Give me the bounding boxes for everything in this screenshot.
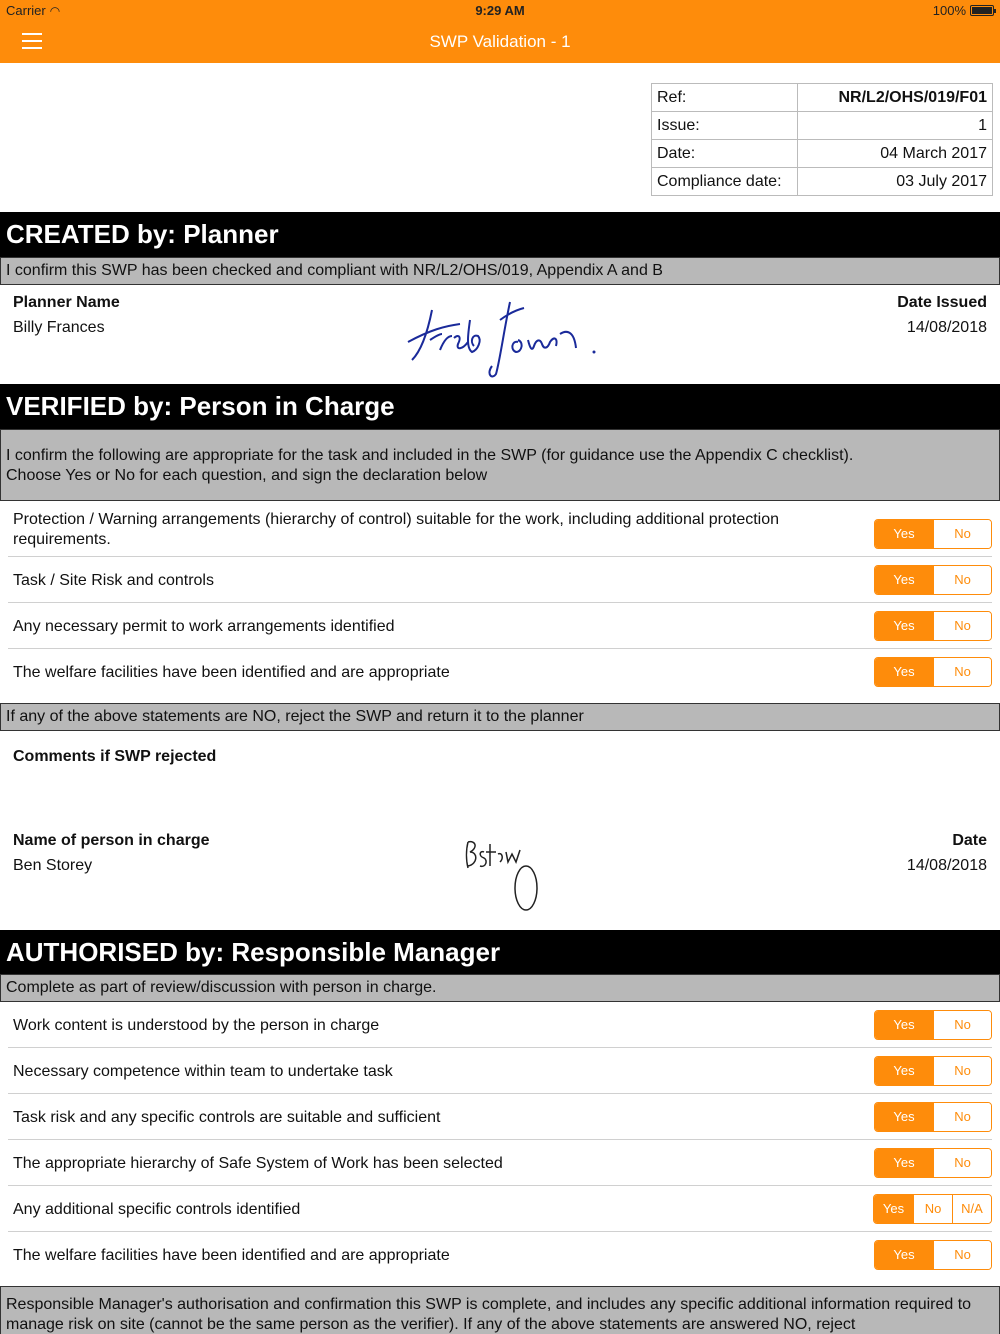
ref-value: NR/L2/OHS/019/F01 — [798, 84, 993, 112]
no-option[interactable]: No — [933, 658, 991, 686]
yes-option[interactable]: Yes — [875, 1011, 933, 1039]
ref-row — [652, 84, 993, 112]
status-bar — [0, 0, 1000, 22]
no-option[interactable]: No — [933, 566, 991, 594]
question-text: Necessary competence within team to undertake task — [13, 1063, 393, 1080]
yes-no-toggle[interactable] — [874, 1056, 992, 1086]
authorisation-confirmation-text: Responsible Manager's authorisation and confirmation this SWP is complete, and includes any specific additional information required to manage risk on site (cannot be the same person as the verifier). If any of the above statements are answered NO, reject — [0, 1286, 1000, 1334]
issue-value: 1 — [798, 112, 993, 140]
no-option[interactable]: No — [933, 520, 991, 548]
date-issued-label: Date Issued — [897, 294, 987, 311]
date-value: 04 March 2017 — [798, 140, 993, 168]
question-text: Protection / Warning arrangements (hierarchy of control) suitable for the work, including additional protection requirements. — [13, 511, 780, 548]
compliance-date-value: 03 July 2017 — [798, 168, 993, 196]
yes-no-toggle[interactable] — [874, 611, 992, 641]
yes-no-toggle[interactable] — [874, 1240, 992, 1270]
authorised-question-row — [8, 1140, 992, 1186]
date-value: 14/08/2018 — [906, 857, 987, 874]
yes-no-toggle[interactable] — [874, 1148, 992, 1178]
authorised-question-row — [8, 1002, 992, 1048]
authorised-question-row — [8, 1048, 992, 1094]
page-title: SWP Validation - 1 — [429, 32, 571, 51]
yes-no-na-toggle[interactable] — [873, 1194, 992, 1224]
yes-option[interactable]: Yes — [875, 1103, 933, 1131]
compliance-date-row — [652, 168, 993, 196]
compliance-date-key: Compliance date: — [652, 168, 798, 196]
yes-option[interactable]: Yes — [875, 1149, 933, 1177]
yes-option[interactable]: Yes — [875, 566, 933, 594]
no-option[interactable]: No — [933, 1103, 991, 1131]
no-option[interactable]: No — [933, 1011, 991, 1039]
created-confirm-text: I confirm this SWP has been checked and compliant with NR/L2/OHS/019, Appendix A and B — [0, 257, 1000, 285]
yes-option[interactable]: Yes — [875, 612, 933, 640]
yes-option[interactable]: Yes — [875, 520, 933, 548]
verified-instructions-line-1: I confirm the following are appropriate for the task and included in the SWP (for guidance use the Appendix C checklist). — [6, 447, 854, 464]
date-row — [652, 140, 993, 168]
yes-no-toggle[interactable] — [874, 1102, 992, 1132]
question-text: Task risk and any specific controls are suitable and sufficient — [13, 1109, 441, 1126]
issue-key: Issue: — [652, 112, 798, 140]
carrier-label: Carrier ◠ — [6, 3, 61, 18]
question-text: Task / Site Risk and controls — [13, 572, 214, 589]
question-text: Any additional specific controls identified — [13, 1201, 301, 1218]
question-text: Work content is understood by the person in charge — [13, 1017, 380, 1034]
wifi-icon: ◠ — [49, 4, 61, 18]
verified-instructions-line-2: Choose Yes or No for each question, and sign the declaration below — [6, 467, 488, 484]
yes-option[interactable]: Yes — [875, 1057, 933, 1085]
no-option[interactable]: No — [933, 1057, 991, 1085]
issue-row — [652, 112, 993, 140]
yes-option[interactable]: Yes — [875, 658, 933, 686]
planner-signature[interactable] — [400, 290, 600, 380]
person-in-charge-signature[interactable] — [460, 836, 550, 916]
battery-percent: 100% — [932, 3, 966, 18]
yes-no-toggle[interactable] — [874, 657, 992, 687]
authorised-question-row — [8, 1186, 992, 1232]
verified-question-row — [8, 501, 992, 557]
created-section-header: CREATED by: Planner — [0, 212, 1000, 257]
verified-question-row — [8, 603, 992, 649]
yes-option[interactable]: Yes — [874, 1195, 913, 1223]
planner-name-value: Billy Frances — [13, 319, 105, 336]
date-issued-value: 14/08/2018 — [906, 319, 987, 336]
date-key: Date: — [652, 140, 798, 168]
ref-key: Ref: — [652, 84, 798, 112]
no-option[interactable]: No — [933, 612, 991, 640]
question-text: Any necessary permit to work arrangements identified — [13, 618, 395, 635]
question-text: The welfare facilities have been identified and are appropriate — [13, 664, 450, 681]
authorised-instructions: Complete as part of review/discussion with person in charge. — [0, 974, 1000, 1002]
date-label: Date — [952, 832, 987, 849]
authorised-question-row — [8, 1094, 992, 1140]
yes-option[interactable]: Yes — [875, 1241, 933, 1269]
status-time: 9:29 AM — [475, 3, 525, 18]
verified-question-row — [8, 649, 992, 695]
no-option[interactable]: No — [913, 1195, 952, 1223]
reject-note: If any of the above statements are NO, reject the SWP and return it to the planner — [0, 703, 1000, 731]
na-option[interactable]: N/A — [952, 1195, 991, 1223]
yes-no-toggle[interactable] — [874, 1010, 992, 1040]
battery-icon — [970, 5, 994, 16]
nav-bar — [0, 22, 1000, 63]
question-text: The appropriate hierarchy of Safe System of Work has been selected — [13, 1155, 503, 1172]
person-in-charge-name-label: Name of person in charge — [13, 832, 210, 849]
verified-question-row — [8, 557, 992, 603]
comments-label: Comments if SWP rejected — [13, 748, 217, 765]
question-text: The welfare facilities have been identified and are appropriate — [13, 1247, 450, 1264]
no-option[interactable]: No — [933, 1241, 991, 1269]
yes-no-toggle[interactable] — [874, 565, 992, 595]
document-reference-table — [651, 83, 993, 196]
verified-instructions — [0, 429, 1000, 501]
planner-name-label: Planner Name — [13, 294, 120, 311]
authorised-question-row — [8, 1232, 992, 1278]
authorised-section-header: AUTHORISED by: Responsible Manager — [0, 930, 1000, 974]
yes-no-toggle[interactable] — [874, 519, 992, 549]
no-option[interactable]: No — [933, 1149, 991, 1177]
verified-section-header: VERIFIED by: Person in Charge — [0, 384, 1000, 429]
person-in-charge-name-value: Ben Storey — [13, 857, 93, 874]
